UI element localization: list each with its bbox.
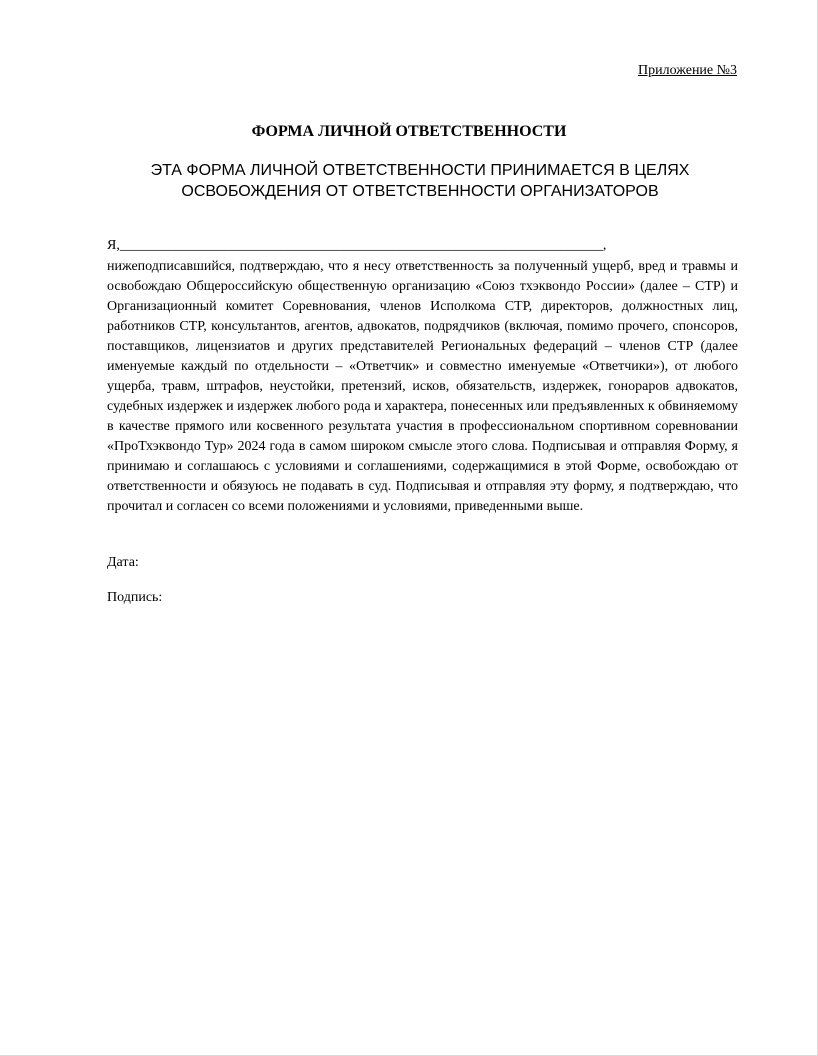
document-title: ФОРМА ЛИЧНОЙ ОТВЕТСТВЕННОСТИ [251,123,567,140]
document-subtitle: ЭТА ФОРМА ЛИЧНОЙ ОТВЕТСТВЕННОСТИ ПРИНИМАЕТСЯ В ЦЕЛЯХ ОСВОБОЖДЕНИЯ ОТ ОТВЕТСТВЕННОСТИ ОРГАНИЗАТОРОВ [150,162,690,200]
appendix-label: Приложение №3 [638,63,737,78]
liability-body-text: нижеподписавшийся, подтверждаю, что я несу ответственность за полученный ущерб, вред и травмы и освобождаю Общероссийскую общественную организацию «Союз тхэквондо России» (далее – СТР) и Организационный комитет Соревнования, членов Исполкома СТР, директоров, должностных лиц, работников СТР, консультантов, агентов, адвокатов, подрядчиков (включая, помимо прочего, спонсоров, поставщиков, лицензиатов и других представителей Региональных федераций – членов СТР (далее именуемые каждый по отдельности – «Ответчик» и совместно именуемые «Ответчики»), от любого ущерба, травм, штрафов, неустойки, претензий, исков, обязательств, издержек, гонораров адвокатов, судебных издержек и издержек любого рода и характера, понесенных или предъявленных к обвиняемому в качестве прямого или косвенного результата участия в профессиональном спортивном соревновании «ПроТхэквондо Тур» 2024 года в самом широком смысле этого слова. Подписывая и отправляя Форму, я принимаю и соглашаюсь с условиями и соглашениями, содержащимися в этой Форме, освобождаю от ответственности и обязуюсь не подавать в суд. Подписывая и отправляя эту форму, я подтверждаю, что прочитал и согласен со всеми положениями и условиями, приведенными выше. [107,259,738,514]
name-fill-line: Я,_____________________________________________________________________, [107,238,607,253]
date-label: Дата: [107,555,139,570]
signature-label: Подпись: [107,590,163,605]
